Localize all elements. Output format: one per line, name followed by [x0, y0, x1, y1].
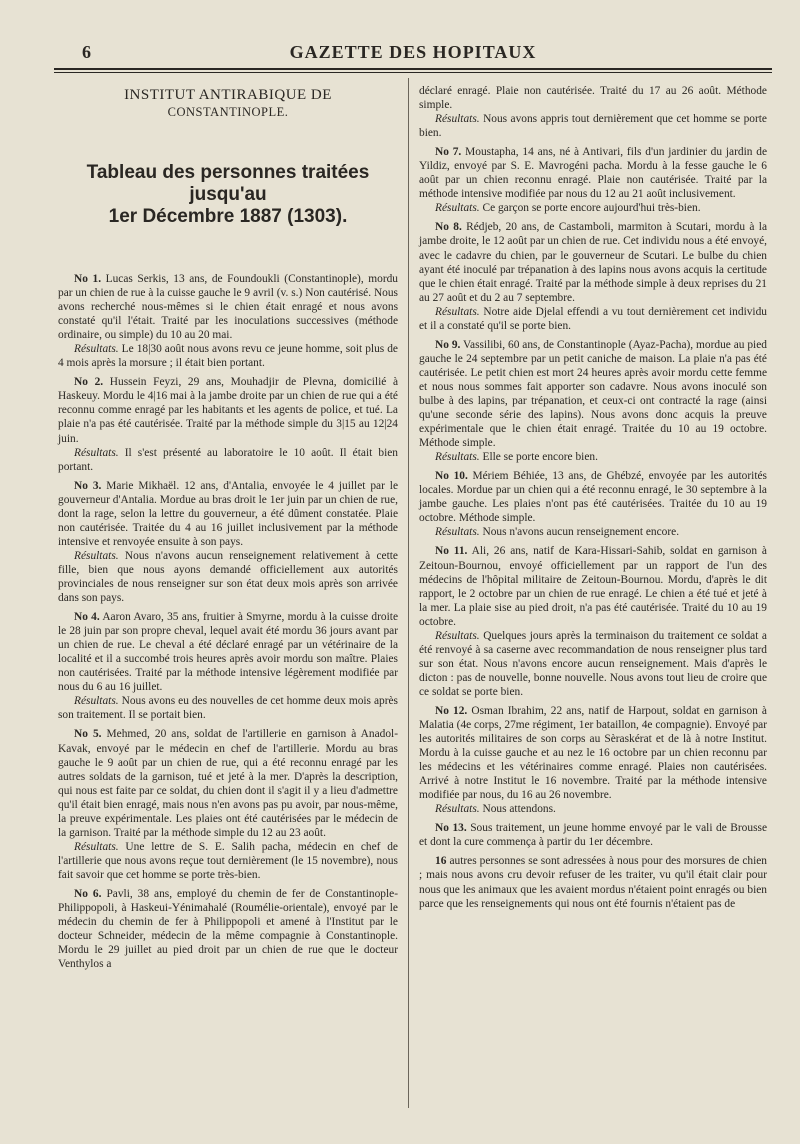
case-number: No 1.	[74, 273, 102, 285]
results-paragraph	[419, 201, 767, 215]
paragraph-text: Ali, 26 ans, natif de Kara-Hissari-Sahib, soldat en garnison à Zeitoun-Bournou, envoyé officiellement par un rapport de l'un des médecins de l'hôpital militaire de Zeitoun-Bournou. Mordu, d'après le dit rapport, le 2 octobre par un chien de rue enragé. Le chien a été tué et jeté à la mer. La plaie sise au pied droit, n'a pas été cautérisée. Traité du 10 au 19 octobre.	[419, 545, 767, 628]
case-paragraph	[58, 375, 398, 445]
header-rule	[54, 68, 772, 70]
case-paragraph	[419, 469, 767, 525]
results-label: Résultats.	[435, 526, 480, 539]
results-label: Résultats.	[74, 446, 119, 459]
paragraph-text: Mehmed, 20 ans, soldat de l'artillerie en garnison à Anadol-Kavak, envoyé par le médecin en chef de l'artillerie. Mordu au bras gauche le 9 août par un chien de rue, qui a été reconnu enragé par les autres soldats de la garnison, tué et jeté à la mer. D'après la description, qui nous est faite par ce soldat, du chien dont il s'agit il y a lieu d'admettre qu'il était bien enragé, mais nous n'en avons pas pu avoir, par nous-même, la preuve expérimentale. Les plaies ont été cautérisées par le médecin de la garnison. Traité par la méthode simple du 12 au 23 août.	[58, 728, 399, 839]
case-number: No 13.	[435, 822, 467, 835]
paragraph-text: Aaron Avaro, 35 ans, fruitier à Smyrne, mordu à la cuisse droite le 28 juin par son propre cheval, lequel avait été mordu 36 jours avant par un chien de rue. Le cheval a été déclaré enragé par un vétérinaire de la localité et il a succombé trois heures après avoir mordu son maître. Plaies non cautérisées. Traité par la méthode intensive légèrement modifiée par nous du 6 au 16 juillet.	[58, 611, 399, 694]
paragraph-text: Nous avons eu des nouvelles de cet homme deux mois après son traitement. Il se portait bien.	[58, 695, 398, 722]
results-paragraph	[419, 450, 767, 464]
journal-title: GAZETTE DES HOPITAUX	[289, 42, 537, 62]
right-article-body	[419, 84, 767, 911]
case-number: No 10.	[435, 470, 468, 483]
paragraph-text: Hussein Feyzi, 29 ans, Mouhadjir de Plevna, domicilié à Haskeuy. Mordu le 4|16 mai à la jambe droite par un chien de rue qui a été reconnu comme enragé par les habitants et les agents de police, et tué. La plaie n'a pas été cautérisée. Traité par la méthode simple du 3|15 au 12|24 juin.	[58, 376, 399, 445]
results-label: Résultats.	[74, 549, 119, 562]
case-paragraph	[58, 479, 398, 549]
paragraph-text: Quelques jours après la terminaison du traitement ce soldat a été renvoyé à sa caserne avec recommandation de nous renseigner plus tard sur son état. Nous n'avons encore aucun renseignement. Mais d'après le dicton : pas de nouvelle, bonne nouvelle. Nous avons tout lieu de croire que ce soldat se porte bien.	[419, 629, 767, 698]
paragraph-text: Nous n'avons aucun renseignement relativement à cette fille, bien que nous ayons demandé officiellement aux autorités provinciales de nous renseigner sur son état deux mois après son arrivée dans son pays.	[58, 549, 398, 605]
paragraph-text: Notre aide Djelal effendi a vu tout dernièrement cet individu et il a constaté qu'il se porte bien.	[419, 305, 767, 332]
paragraph-text: Nous attendons.	[482, 803, 556, 816]
results-label: Résultats.	[435, 451, 480, 464]
paragraph-text: autres personnes se sont adressées à nous pour des morsures de chien ; mais nous avons cru devoir refuser de les traiter, vu qu'il était clair pour nous que les animaux que les avaient mordus n'étaient point enragés ou bien parce que les renseignements qui nous ont été fournis n'étaient pas de	[419, 855, 767, 910]
results-label: Résultats.	[435, 113, 480, 126]
paragraph-text: Nous avons appris tout dernièrement que cet homme se porte bien.	[419, 113, 767, 140]
institute-title: INSTITUT ANTIRABIQUE DE	[124, 87, 332, 103]
table-title-line-2: 1er Décembre 1887 (1303).	[108, 206, 348, 227]
paragraph-text: Le 18|30 août nous avons revu ce jeune homme, soit plus de 4 mois après la morsure ; il était bien portant.	[58, 343, 398, 370]
paragraph-text: Rédjeb, 20 ans, de Castamboli, marmiton à Scutari, mordu à la jambe droite, le 12 août par un chien de rue. Cet individu nous a été envoyé, avec le cadavre du chien, par le gouverneur de Scutari. Le bulbe du chien ayant été inoculé par trépanation à des lapins nous avons acquis la certitude que le chien était enragé. Traité par la méthode simple à deux reprises du 21 au 27 août et du 2 au 7 septembre.	[419, 221, 768, 304]
case-number: No 4.	[74, 611, 100, 624]
paragraph-text: Sous traitement, un jeune homme envoyé par le vali de Brousse et dont la cure commença à partir du 1er décembre.	[419, 822, 767, 849]
page-number: 6	[82, 42, 91, 62]
results-paragraph	[58, 694, 398, 722]
header-rule-thin	[54, 72, 772, 73]
case-paragraph	[419, 544, 767, 628]
case-number: No 5.	[74, 728, 102, 741]
right-column	[419, 84, 767, 911]
results-paragraph	[58, 549, 398, 605]
case-number: 16	[435, 855, 447, 868]
paragraph-text: Marie Mikhaël. 12 ans, d'Antalia, envoyée le 4 juillet par le gouverneur d'Antalia. Mordue au bras droit le 1er juin par un chien de rue, dont la rage, selon la lettre du gouverneur, a été dûment constatée. Plaie non cautérisée. Traitée du 4 au 16 juillet inclusivement par la méthode intensive et renvoyée ensuite à son pays.	[58, 479, 399, 548]
results-paragraph	[58, 342, 398, 370]
results-label: Résultats.	[435, 803, 480, 816]
paragraph-text: Il s'est présenté au laboratoire le 10 août. Il était bien portant.	[58, 446, 398, 473]
table-title-line-1: Tableau des personnes traitées jusqu'au	[86, 162, 370, 205]
results-label: Résultats.	[74, 343, 119, 356]
left-article-body	[58, 272, 398, 971]
institute-subtitle: CONSTANTINOPLE.	[167, 105, 289, 119]
results-paragraph	[419, 112, 767, 140]
results-label: Résultats.	[435, 202, 480, 215]
case-number: No 6.	[74, 887, 102, 900]
case-paragraph	[58, 272, 398, 342]
paragraph-text: Osman Ibrahim, 22 ans, natif de Harpout, soldat en garnison à Malatia (4e corps, 27me régiment, 1er bataillon, 4e compagnie). Envoyé par les autorités militaires de son corps au Sèraskérat et de là à notre Institut. Mordu à la cuisse gauche et au nez le 16 octobre par un chien reconnu par les médecins et les vétérinaires comme enragé. Plaies non cautérisées. Arrivé à notre Institut le 16 novembre. Traité par la méthode intensive modifiée par nous, du 16 au 26 novembre.	[419, 704, 767, 802]
results-label: Résultats.	[74, 695, 119, 708]
case-paragraph	[58, 727, 398, 839]
case-paragraph	[419, 821, 767, 849]
case-paragraph	[58, 610, 398, 694]
paragraph-text: Une lettre de S. E. Salih pacha, médecin en chef de l'artillerie que nous avons reçue tout dernièrement (le 15 novembre), nous fait savoir que cet homme se porte très-bien.	[58, 840, 398, 881]
results-paragraph	[419, 525, 767, 539]
case-number: No 7.	[435, 146, 462, 159]
paragraph-text: Moustapha, 14 ans, né à Antivari, fils d'un jardinier du jardin de Yildiz, envoyé par S. E. Mavrogéni pacha. Mordu à la fesse gauche le 6 août par un chien reconnu enragé. Plaie non cautérisée. Traité par la méthode intensive modifiée par nous du 12 au 21 août inclusivement.	[419, 146, 768, 201]
results-label: Résultats.	[74, 840, 119, 853]
results-paragraph	[419, 629, 767, 699]
case-paragraph	[419, 145, 767, 201]
paragraph-text: Elle se porte encore bien.	[482, 451, 598, 464]
column-divider	[408, 78, 409, 1108]
results-paragraph	[419, 802, 767, 816]
case-number: No 3.	[74, 479, 102, 492]
results-paragraph	[58, 446, 398, 474]
continued-paragraph	[419, 84, 767, 112]
case-paragraph	[419, 854, 767, 910]
paragraph-text: Lucas Serkis, 13 ans, de Foundoukli (Constantinople), mordu par un chien de rue à la cuisse gauche le 9 avril (v. s.) Non cautérisé. Nous avons recherché nous-mêmes si le chien était enragé et nous avons constaté qu'il l'était. Traité par les inoculations successives (méthode ordinaire, ou simple) du 10 au 20 mai.	[58, 273, 398, 342]
table-title	[58, 162, 398, 228]
case-paragraph	[419, 220, 767, 304]
case-number: No 8.	[435, 221, 462, 234]
case-number: No 9.	[435, 338, 461, 351]
case-paragraph	[419, 704, 767, 802]
paragraph-text: Pavli, 38 ans, employé du chemin de fer de Constantinople-Philippopoli, à Haskeui-Yénimahalé (Roumélie-orientale), envoyé par le médecin du chemin de fer à Philippopoli et amené à l'Institut par le docteur Schneider, médecin de la même compagnie à Constantinople. Mordu le 29 juillet au pied droit par un chien de rue que le docteur Venthylos a	[58, 887, 398, 971]
paragraph-text: déclaré enragé. Plaie non cautérisée. Traité du 17 au 26 août. Méthode simple.	[419, 85, 767, 112]
results-label: Résultats.	[435, 305, 480, 318]
paragraph-text: Vassilibi, 60 ans, de Constantinople (Ayaz-Pacha), mordue au pied gauche le 24 septembre par un petit caniche de maison. La plaie n'a pas été cautérisée. Le petit chien est mort 24 heures après avoir mordu cette femme et nous nous sommes fait apporter son cadavre. Nous avons inoculé son bulbe à des lapins, par trépanation, et ceux-ci ont contracté la rage (ainsi qu'une seconde série des lapins). Nous avons donc acquis la preuve expérimentale que le chien était enragé. Traitée du 10 au 19 octobre. Méthode simple.	[419, 338, 767, 450]
case-paragraph	[58, 887, 398, 971]
left-column	[58, 84, 398, 971]
case-number: No 11.	[435, 545, 468, 558]
page-header	[54, 38, 772, 70]
case-paragraph	[419, 338, 767, 450]
paragraph-text: Nous n'avons aucun renseignement encore.	[482, 526, 680, 539]
case-number: No 2.	[74, 376, 104, 389]
results-label: Résultats.	[435, 629, 480, 642]
paragraph-text: Ce garçon se porte encore aujourd'hui très-bien.	[482, 202, 701, 215]
paragraph-text: Mériem Béhiée, 13 ans, de Ghébzé, envoyée par les autorités locales. Mordue par un chien qui a été reconnu enragé, le 30 septembre à la jambe gauche. Les plaies n'ont pas été cautérisées. Traitée du 10 au 19 octobre. Méthode simple.	[419, 470, 767, 525]
results-paragraph	[58, 840, 398, 882]
case-number: No 12.	[435, 704, 468, 717]
results-paragraph	[419, 305, 767, 333]
